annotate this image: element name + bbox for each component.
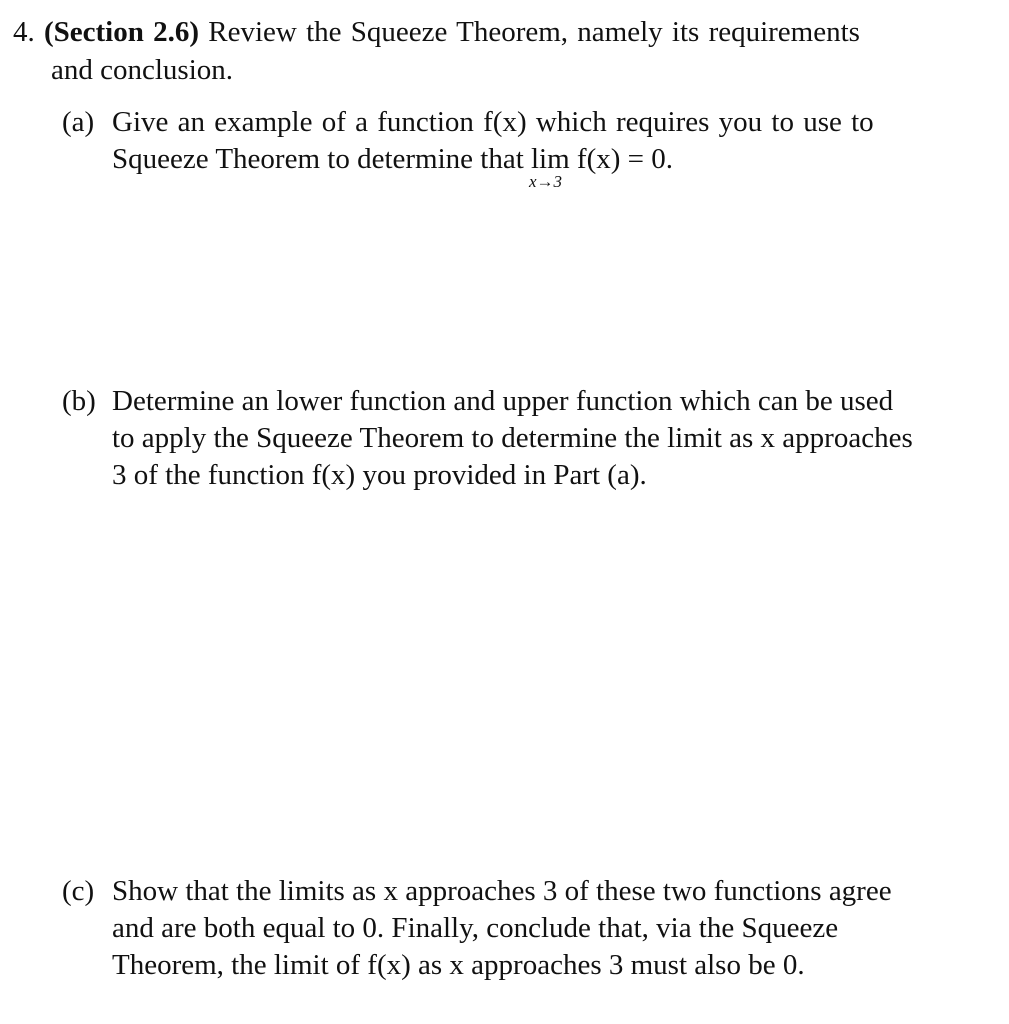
part-b-line2: to apply the Squeeze Theorem to determine the limit as x approaches (112, 422, 913, 454)
problem-intro-line2: and conclusion. (51, 54, 234, 86)
part-a-line1: Give an example of a function f(x) which requires you to use to (112, 106, 874, 138)
part-b-line1: Determine an lower function and upper function which can be used (112, 385, 894, 417)
problem-header (13, 18, 860, 47)
part-a-label: (a) (62, 106, 95, 138)
part-c-line1: Show that the limits as x approaches 3 of these two functions agree (112, 875, 892, 907)
section-reference: (Section 2.6) (44, 16, 200, 48)
part-a-line2 (112, 143, 673, 191)
part-b-label: (b) (62, 385, 96, 417)
limit-word: lim (531, 143, 570, 175)
part-c-line2: and are both equal to 0. Finally, conclude that, via the Squeeze (112, 912, 839, 944)
part-b-line3: 3 of the function f(x) you provided in Part (a). (112, 459, 647, 491)
part-c-line3: Theorem, the limit of f(x) as x approaches 3 must also be 0. (112, 949, 805, 981)
problem-number: 4. (13, 16, 35, 48)
part-a-line2-prefix: Squeeze Theorem to determine that (112, 143, 524, 175)
limit-subscript: x→3 (529, 172, 563, 191)
problem-intro-line1: Review the Squeeze Theorem, namely its requirements (208, 16, 860, 48)
part-a-line2-suffix: f(x) = 0. (576, 143, 673, 175)
part-c-label: (c) (62, 875, 95, 907)
limit-operator (529, 143, 570, 191)
